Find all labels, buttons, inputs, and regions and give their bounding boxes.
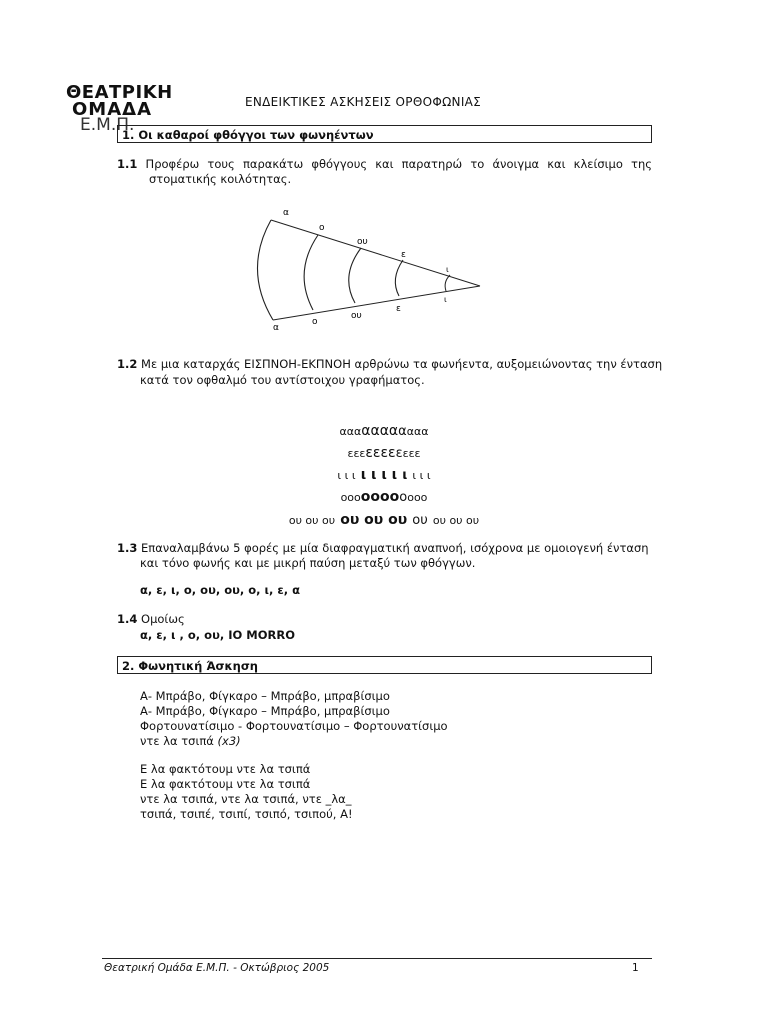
exercise-1-2-number: 1.2 — [117, 357, 138, 371]
exercise-1-2-line-2: κατά τον οφθαλμό του αντίστοιχου γραφήματος. — [140, 373, 425, 387]
document-title: ΕΝΔΕΙΚΤΙΚΕΣ ΑΣΚΗΣΕΙΣ ΟΡΘΟΦΩΝΙΑΣ — [245, 95, 482, 109]
diagram-label-bottom-o: ο — [312, 317, 318, 327]
vowel-a-peak: α — [398, 424, 407, 439]
vowel-e-post: εεε — [402, 447, 421, 460]
section-2-heading: 2. Φωνητική Άσκηση — [117, 656, 652, 674]
exercise-1-3-line-2: και τόνο φωνής και με μικρή παύση μεταξύ των φθόγγων. — [140, 556, 476, 570]
diagram-label-top-o: ο — [319, 223, 325, 233]
vowel-ou-mid: ου ου ου — [340, 512, 408, 528]
vowel-ou-peak: ου — [412, 513, 428, 528]
exercise-1-3-number: 1.3 — [117, 541, 138, 555]
vowel-ou-pre: ου ου ου — [288, 514, 336, 527]
logo-line-1: ΘΕΑΤΡΙΚΗ — [66, 82, 173, 103]
phonetic-line-8: τσιπά, τσιπέ, τσιπί, τσιπό, τσιπού, Α! — [140, 807, 353, 821]
vowel-row-a — [0, 420, 768, 439]
exercise-1-4-sequence: α, ε, ι , ο, ου, ΙΟ MORRO — [140, 628, 295, 642]
vowel-o-mid: οοοο — [360, 489, 400, 505]
vowel-i-post: ι ι ι — [412, 469, 431, 482]
phonetic-line-4 — [140, 734, 241, 749]
phonetic-line-1: Α- Μπράβο, Φίγκαρο – Μπράβο, μπραβίσιμο — [140, 689, 390, 703]
vowel-row-i — [0, 464, 768, 483]
phonetic-line-5: Ε λα φακτότουμ ντε λα τσιπά — [140, 762, 311, 776]
diagram-label-bottom-ou: ου — [351, 311, 362, 321]
vowel-e-peak: ε — [395, 446, 403, 461]
vowel-e-mid: εεεε — [365, 445, 396, 461]
phonetic-line-2: Α- Μπράβο, Φίγκαρο – Μπράβο, μπραβίσιμο — [140, 704, 390, 718]
vowel-o-peak: ο — [399, 490, 408, 505]
exercise-1-4-label: Ομοίως — [141, 612, 185, 626]
vowel-a-post: ααα — [406, 425, 429, 438]
exercise-1-1-line-2: στοματικής κοιλότητας. — [149, 172, 292, 186]
phonetic-line-3: Φορτουνατίσιμο - Φορτουνατίσιμο – Φορτουνατίσιμο — [140, 719, 448, 733]
diagram-label-top-a: α — [283, 208, 289, 218]
phonetic-line-7: ντε λα τσιπά, ντε λα τσιπά, ντε _λα_ — [140, 792, 352, 806]
footer-divider — [102, 958, 652, 959]
exercise-1-2-text: Με μια καταρχάς ΕΙΣΠΝΟΗ-ΕΚΠΝΟΗ αρθρώνω τα φωνήεντα, αυξομειώνοντας την ένταση — [141, 357, 663, 371]
vowel-a-pre: ααα — [339, 425, 362, 438]
phonetic-line-4-note: (x3) — [217, 734, 241, 748]
exercise-1-2-line-1 — [117, 357, 667, 372]
vowel-a-mid: αααα — [361, 423, 399, 439]
exercise-1-1-line-1 — [117, 157, 652, 172]
section-1-heading: 1. Οι καθαροί φθόγγοι των φωνηέντων — [117, 125, 652, 143]
diagram-label-top-ou: ου — [357, 237, 368, 247]
vowel-i-pre: ι ι ι — [337, 469, 356, 482]
vowel-o-post: οοο — [407, 491, 428, 504]
exercise-1-3-sequence: α, ε, ι, ο, ου, ου, ο, ι, ε, α — [140, 583, 301, 597]
exercise-1-1-text: Προφέρω τους παρακάτω φθόγγους και παρατηρώ το άνοιγμα και κλείσιμο της — [145, 157, 653, 171]
footer-text: Θεατρική Ομάδα Ε.Μ.Π. - Οκτώβριος 2005 — [104, 962, 330, 974]
logo-line-2: ΟΜΑΔΑ — [72, 99, 153, 120]
vowel-i-mid: ι ι ι ι — [360, 467, 398, 483]
vowel-row-e — [0, 442, 768, 461]
mouth-opening-diagram — [255, 200, 495, 340]
diagram-label-top-e: ε — [401, 250, 406, 260]
diagram-label-bottom-a: α — [273, 323, 279, 333]
vowel-row-o — [0, 486, 768, 505]
exercise-1-4-line-1 — [117, 612, 185, 627]
diagram-label-top-i: ι — [446, 265, 449, 274]
phonetic-line-4-text: ντε λα τσιπά — [140, 734, 214, 748]
exercise-1-3-text: Επαναλαμβάνω 5 φορές με μία διαφραγματική αναπνοή, ισόχρονα με ομοιογενή ένταση — [141, 541, 649, 555]
diagram-label-bottom-i: ι — [444, 295, 447, 304]
exercise-1-3-line-1 — [117, 541, 667, 556]
vowel-o-pre: οοο — [340, 491, 361, 504]
vowel-e-pre: εεε — [347, 447, 366, 460]
vowel-row-ou — [0, 509, 768, 528]
phonetic-line-6: Ε λα φακτότουμ ντε λα τσιπά — [140, 777, 311, 791]
exercise-1-1-number: 1.1 — [117, 157, 138, 171]
vowel-i-peak: ι — [402, 468, 408, 483]
exercise-1-4-number: 1.4 — [117, 612, 138, 626]
page-number: 1 — [632, 962, 639, 974]
diagram-label-bottom-e: ε — [396, 304, 401, 314]
logo-line-3: Ε.Μ.Π. — [80, 115, 135, 135]
vowel-ou-post: ου ου ου — [432, 514, 480, 527]
